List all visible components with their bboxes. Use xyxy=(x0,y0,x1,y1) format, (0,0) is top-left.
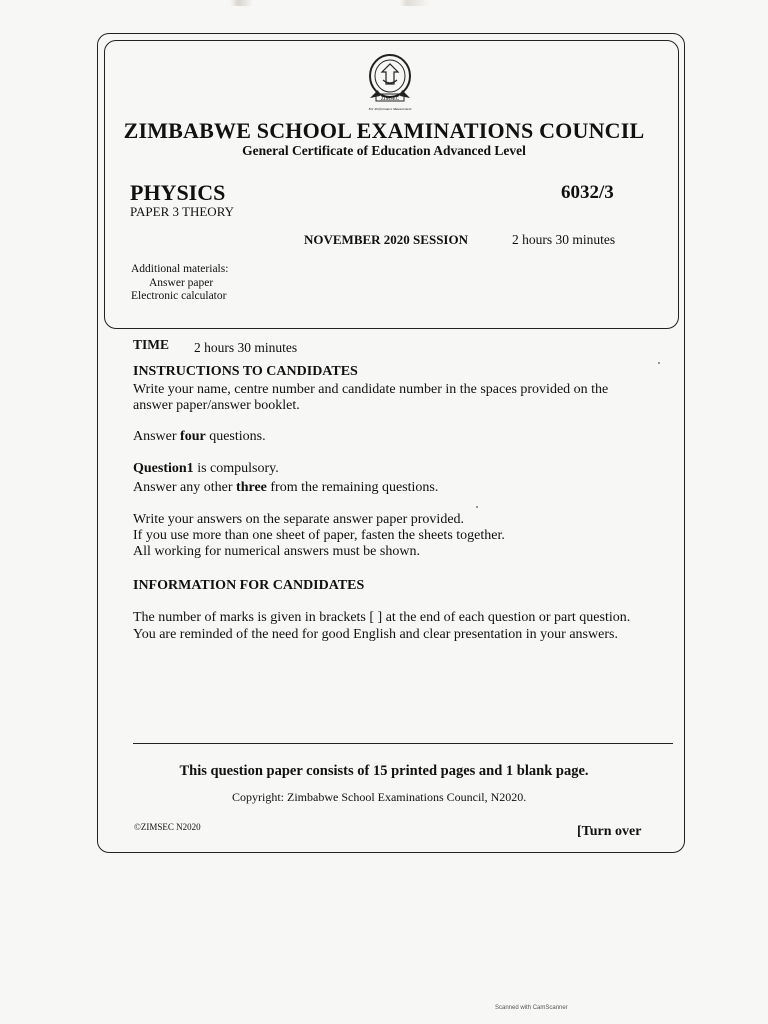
scan-speck xyxy=(658,362,660,364)
information-line: The number of marks is given in brackets [ ] at the end of each question or part question. xyxy=(133,610,631,625)
instruction-line: All working for numerical answers must be shown. xyxy=(133,544,420,559)
instruction-other-three: Answer any other three from the remaining questions. xyxy=(133,480,439,495)
page-count-note: This question paper consists of 15 printed pages and 1 blank page. xyxy=(179,763,589,779)
scan-speck xyxy=(476,506,478,508)
exam-session: NOVEMBER 2020 SESSION xyxy=(304,232,468,247)
copyright-note: Copyright: Zimbabwe School Examinations Council, N2020. xyxy=(232,790,527,804)
scanner-watermark: Scanned with CamScanner xyxy=(495,1005,568,1011)
zimsec-mark: ©ZIMSEC N2020 xyxy=(134,822,201,832)
zimsec-crest-icon xyxy=(356,50,424,114)
material-item: Electronic calculator xyxy=(131,290,227,302)
materials-heading: Additional materials: xyxy=(131,263,229,275)
exam-duration: 2 hours 30 minutes xyxy=(512,232,616,247)
information-line: You are reminded of the need for good English and clear presentation in your answers. xyxy=(133,627,618,642)
crest-banner: ZIMSEC xyxy=(380,97,400,102)
crest-motto: For Performance Measurement xyxy=(368,107,412,111)
turn-over: [Turn over xyxy=(577,824,642,839)
certificate-level: General Certificate of Education Advanced Level xyxy=(242,143,526,158)
instruction-line: answer paper/answer booklet. xyxy=(133,398,300,413)
subject-title: PHYSICS xyxy=(130,180,226,205)
information-heading: INFORMATION FOR CANDIDATES xyxy=(133,578,365,593)
instruction-line: Write your name, centre number and candidate number in the spaces provided on the xyxy=(133,382,609,397)
council-name: ZIMBABWE SCHOOL EXAMINATIONS COUNCIL xyxy=(123,118,645,143)
instruction-question1: Question1 is compulsory. xyxy=(133,461,279,476)
instruction-line: If you use more than one sheet of paper, fasten the sheets together. xyxy=(133,528,505,543)
instructions-heading: INSTRUCTIONS TO CANDIDATES xyxy=(133,364,358,379)
material-item: Answer paper xyxy=(149,277,214,289)
instruction-answer-four: Answer four questions. xyxy=(133,429,266,444)
footer-rule xyxy=(133,743,673,744)
instruction-line: Write your answers on the separate answer paper provided. xyxy=(133,512,465,527)
time-label: TIME xyxy=(133,337,170,352)
scan-top-edge xyxy=(0,0,768,6)
time-value: 2 hours 30 minutes xyxy=(194,340,298,355)
paper-name: PAPER 3 THEORY xyxy=(130,204,235,219)
paper-code: 6032/3 xyxy=(561,182,614,203)
